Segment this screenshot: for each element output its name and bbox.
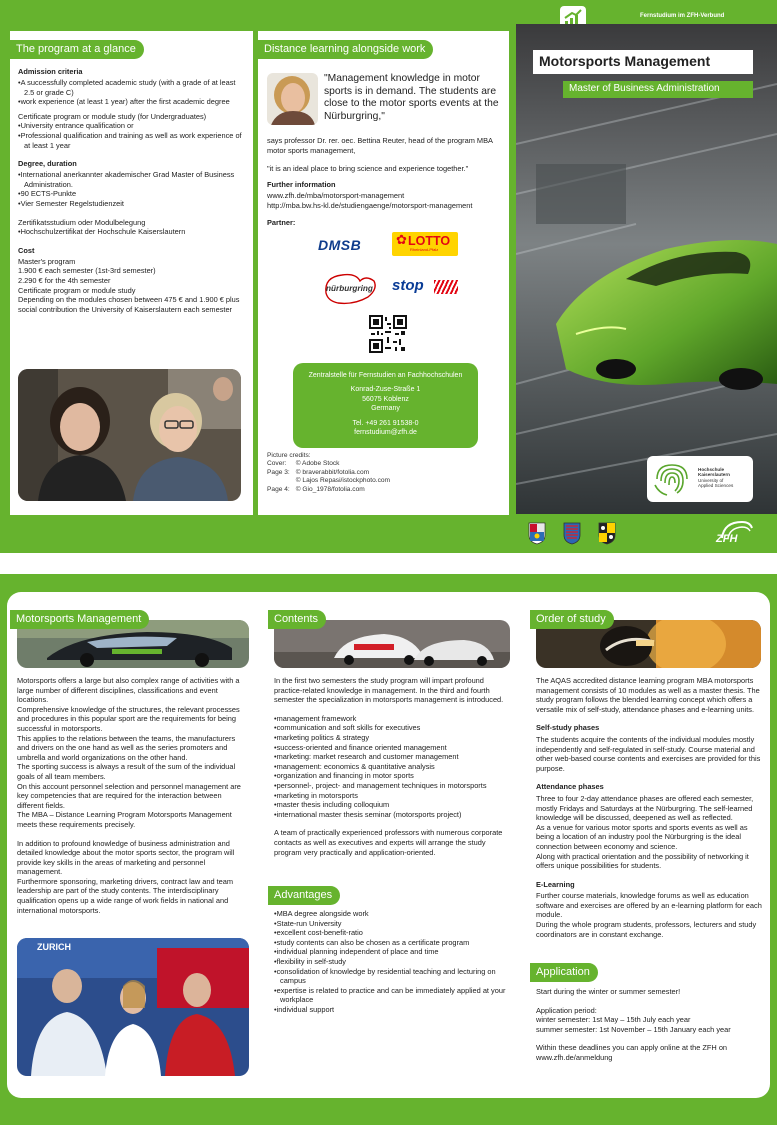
paragraph: Further course materials, knowledge forums as well as education software and exercises are offered by an e-learning platform for each module. bbox=[536, 891, 762, 920]
certificate-intro: Certificate program or module study (for Undergraduates) bbox=[18, 111, 207, 121]
paragraph: On this account personnel selection and personnel management are key competencies that are required for the interaction between different fields. bbox=[17, 781, 241, 810]
paragraph: As a venue for various motor sports and sports events as well as being a location of an industry pool the Nürburgring is the ideal connection between economy and science. bbox=[536, 822, 748, 851]
quote-second: "it is an ideal place to bring science and experience together." bbox=[267, 164, 469, 173]
list-item: • study contents can also be chosen as a certificate program bbox=[274, 938, 510, 948]
credit-label: Page 4: bbox=[267, 485, 290, 493]
contents-text bbox=[274, 676, 510, 857]
list-item: • marketing in motorsports bbox=[274, 791, 510, 801]
list-item: • personnel-, project- and management techniques in motorsports bbox=[274, 781, 510, 791]
link-hs[interactable]: http://mba.bw.hs-kl.de/studiengaenge/motorsport-management bbox=[267, 200, 473, 210]
zfh-email[interactable]: fernstudium@zfh.de bbox=[354, 429, 417, 437]
picture-credits bbox=[267, 452, 396, 494]
contents-heading: Contents bbox=[268, 610, 326, 629]
application-text bbox=[536, 987, 762, 1063]
contents-list bbox=[274, 714, 510, 820]
credit-value: © Gio_1978/fotolia.com bbox=[295, 485, 365, 493]
stop-text: stop bbox=[392, 277, 424, 294]
list-item: • management framework bbox=[274, 714, 510, 724]
zert-list bbox=[18, 227, 246, 237]
dmsb-logo: DMSB bbox=[318, 237, 362, 253]
table-row bbox=[267, 469, 396, 477]
list-item: • individual planning independent of place and time bbox=[274, 947, 510, 957]
further-info bbox=[267, 180, 507, 229]
cost-text bbox=[18, 257, 246, 315]
attendance-heading: Attendance phases bbox=[536, 782, 604, 792]
cost-heading: Cost bbox=[18, 245, 35, 255]
hs-logo-line: Applied Sciences bbox=[698, 483, 734, 489]
cost-line: 2.290 € for the 4th semester bbox=[18, 275, 111, 285]
list-item: • A successfully completed academic study (with a grade of at least 2.5 or grade C) bbox=[18, 78, 246, 97]
order-heading: Order of study bbox=[530, 610, 614, 629]
clover-icon: ✿ bbox=[396, 232, 407, 247]
paragraph: Motorsports offers a large but also complex range of activities with a large number of different disciplines, classifications and event locations. bbox=[17, 676, 240, 705]
hs-logo-line: University of bbox=[698, 477, 724, 483]
zfh-street: Konrad-Zuse-Straße 1 bbox=[350, 386, 421, 394]
saarland-crest-icon bbox=[597, 521, 617, 545]
paragraph: This applies to the relations between the teams, the manufacturers and drivers on the one hand as well as the series promoters and umbrella and world organizations on the other hand. bbox=[17, 733, 236, 762]
self-study-heading: Self-study phases bbox=[536, 723, 600, 733]
quote-attribution: says professor Dr. rer. oec. Bettina Reuter, head of the program MBA motor sports management, bbox=[267, 136, 493, 155]
application-start: Start during the winter or summer semester! bbox=[536, 987, 681, 996]
motorsports-heading: Motorsports Management bbox=[10, 610, 149, 629]
list-item: • International anerkannter akademischer Grad Master of Business Administration. bbox=[18, 170, 246, 189]
further-heading: Further information bbox=[267, 180, 336, 189]
lotto-logo bbox=[392, 232, 458, 256]
application-period-heading: Application period: bbox=[536, 1005, 597, 1015]
zurich-banner: ZURICH bbox=[37, 942, 71, 952]
credit-label bbox=[267, 477, 296, 485]
cover-title: Motorsports Management bbox=[539, 53, 711, 69]
list-item: • expertise is related to practice and can be immediately applied at your workplace bbox=[274, 986, 510, 1005]
hs-logo-text bbox=[698, 467, 733, 489]
list-item: • marketing politics & strategy bbox=[274, 733, 510, 743]
list-item: • individual support bbox=[274, 1005, 510, 1015]
link-mba[interactable]: www.zfh.de/mba/motorsport-management bbox=[267, 191, 405, 200]
list-item: • international master thesis seminar (motorsports project) bbox=[274, 810, 510, 820]
zert-intro: Zertifikatsstudium oder Modulbelegung bbox=[18, 217, 146, 227]
professor-portrait bbox=[267, 73, 318, 125]
paragraph: The MBA – Distance Learning Program Motorsports Management meets these requirements precisely. bbox=[17, 810, 232, 829]
paragraph: The sporting success is always a result of the sum of the individual goals of all team members. bbox=[17, 762, 236, 781]
admission-heading: Admission criteria bbox=[18, 67, 83, 76]
event-photo bbox=[17, 938, 249, 1076]
nurburgring-logo bbox=[320, 271, 380, 307]
contents-column bbox=[268, 600, 514, 1090]
list-item: • master thesis including colloquium bbox=[274, 800, 510, 810]
hs-logo-line: Kaiserslautern bbox=[698, 472, 730, 478]
cover-subtitle: Master of Business Administration bbox=[569, 83, 720, 94]
table-row bbox=[267, 477, 396, 485]
glance-heading: The program at a glance bbox=[10, 40, 144, 59]
list-item: • Hochschulzertifikat der Hochschule Kaiserslautern bbox=[18, 227, 246, 237]
students-photo bbox=[18, 369, 241, 501]
cover-subtitle-box bbox=[563, 81, 753, 98]
order-column bbox=[530, 600, 766, 1090]
credit-label: Page 3: bbox=[267, 468, 290, 476]
cost-line: 1.900 € each semester (1st-3rd semester) bbox=[18, 266, 156, 276]
table-row bbox=[267, 486, 396, 494]
paragraph: Furthermore sponsoring, marketing drivers, contract law and team leadership are part of the study contents. The interdisciplinary qualification opens up a wide range of work fields in national and international motorsports. bbox=[17, 876, 234, 915]
list-item: • State-run University bbox=[274, 919, 510, 929]
hessen-crest-icon bbox=[562, 521, 582, 545]
zfh-address-box bbox=[293, 363, 478, 448]
contents-intro: In the first two semesters the study program will impart profound practice-related knowledge in management. In the third and fourth semester the specialization in motorsports management is introduced. bbox=[274, 676, 504, 705]
motorsports-text bbox=[17, 676, 249, 915]
summer-period: summer semester: 1st November – 15th January each year bbox=[536, 1024, 731, 1034]
cover-title-box bbox=[533, 50, 753, 74]
credit-value: © Lajos Repasi/istockphoto.com bbox=[295, 477, 391, 485]
list-item: • University entrance qualification or bbox=[18, 121, 246, 131]
advantages-heading: Advantages bbox=[268, 886, 340, 905]
paragraph: Along with practical orientation and the possibility of networking it offers unique possibilities for students. bbox=[536, 851, 749, 871]
stop-stripes bbox=[434, 280, 458, 294]
list-item: • success-oriented and finance oriented management bbox=[274, 743, 510, 753]
zfh-name: Zentralstelle für Fernstudien an Fachhochschulen bbox=[308, 372, 463, 379]
admission-list bbox=[18, 78, 246, 107]
paragraph: The students acquire the contents of the individual modules mostly independently and self-regulated in self-study. Course material and other web-based course contents and exercises are provided for this purpose. bbox=[536, 734, 761, 773]
paragraph: Comprehensive knowledge of the structures, the relevant processes and procedures in this popular sport are the requirements for being successful in motorsports. bbox=[17, 704, 240, 733]
list-item: • excellent cost-benefit-ratio bbox=[274, 928, 510, 938]
degree-list bbox=[18, 170, 246, 208]
distance-heading: Distance learning alongside work bbox=[258, 40, 433, 59]
fingerprint-icon bbox=[651, 459, 693, 499]
zfh-logo-text: ZFH bbox=[716, 533, 738, 545]
hs-kl-logo bbox=[647, 456, 753, 502]
list-item: • marketing: market research and customer management bbox=[274, 752, 510, 762]
list-item: • communication and soft skills for executives bbox=[274, 723, 510, 733]
degree-heading: Degree, duration bbox=[18, 159, 77, 169]
elearning-heading: E-Learning bbox=[536, 879, 575, 889]
rlp-crest-icon bbox=[527, 521, 547, 545]
professor-quote: "Management knowledge in motor sports is in demand. The students are close to the motor sports events at the Nürburgring," bbox=[324, 73, 499, 122]
paragraph: Three to four 2-day attendance phases are offered each semester, mostly Fridays and Saturdays at the Nürburgring. The self-learned knowledge will be discussed, deepened as well as reflected. bbox=[536, 793, 754, 823]
table-row bbox=[267, 460, 396, 468]
list-item: • flexibility in self-study bbox=[274, 957, 510, 967]
motorsports-column bbox=[10, 600, 255, 1090]
lotto-subtext: Rheinland-Pfalz bbox=[410, 247, 439, 252]
partner-heading: Partner: bbox=[267, 218, 296, 228]
zfh-city: 56075 Koblenz bbox=[362, 395, 409, 403]
list-item: • MBA degree alongside work bbox=[274, 909, 510, 919]
zfh-phone: Tel. +49 261 91538-0 bbox=[352, 419, 419, 427]
list-item: • management: economics & quantitative analysis bbox=[274, 762, 510, 772]
credits-table bbox=[267, 460, 396, 494]
top-right-label: Fernstudium im ZFH-Verbund bbox=[640, 13, 725, 19]
order-text bbox=[536, 676, 762, 939]
winter-period: winter semester: 1st May – 15th July each year bbox=[536, 1015, 691, 1025]
paragraph: The AQAS accredited distance learning program MBA motorsports management consists of 10 modules as well as a master thesis. The study program follows the blended learning concept which offers a versatile mix of self-study, attendance phases and e-learning units. bbox=[536, 676, 760, 714]
list-item: • 90 ECTS-Punkte bbox=[18, 189, 246, 199]
glance-text bbox=[18, 67, 246, 314]
list-item: • Vier Semester Regelstudienzeit bbox=[18, 199, 246, 209]
distance-panel bbox=[258, 31, 509, 515]
list-item: • Professional qualification and training as well as work experience of at least 1 year bbox=[18, 131, 246, 150]
credit-value: © Adobe Stock bbox=[295, 460, 340, 468]
certificate-list bbox=[18, 121, 246, 150]
glance-panel bbox=[10, 31, 253, 515]
credit-value: © braverabbit/fotolia.com bbox=[295, 468, 370, 476]
credit-label: Cover: bbox=[267, 460, 287, 468]
apply-online-text: Within these deadlines you can apply online at the ZFH on www.zfh.de/anmeldung bbox=[536, 1043, 728, 1062]
nurburgring-text: nürburgring bbox=[326, 284, 373, 293]
paragraph: In addition to profound knowledge of business administration and detailed knowledge about the motor sports sector, the program will provide key skills in the areas of marketing and personnel management. bbox=[17, 838, 235, 877]
contents-outro: A team of practically experienced professors with numerous corporate contacts as well as executives and experts will arrange the study program very practically and application-oriented. bbox=[274, 828, 503, 857]
zfh-logo bbox=[714, 518, 754, 548]
advantages-list bbox=[274, 909, 510, 1015]
credits-heading: Picture credits: bbox=[267, 452, 311, 459]
lotto-text: LOTTO bbox=[408, 234, 451, 248]
list-item: • consolidation of knowledge by residential teaching and lecturing on campus bbox=[274, 967, 510, 986]
qr-code[interactable] bbox=[369, 315, 407, 353]
zfh-country: Germany bbox=[371, 405, 400, 413]
cost-line: Depending on the modules chosen between 475 € and 1.900 € plus social contribution the University of Kaiserslautern each semester bbox=[18, 295, 240, 314]
paragraph: During the whole program students, professors, lecturers and study coordinators are in constant exchange. bbox=[536, 920, 757, 939]
application-heading: Application bbox=[530, 963, 598, 982]
cost-line: Certificate program or module study bbox=[18, 285, 136, 295]
cost-line: Master's program bbox=[18, 256, 76, 266]
list-item: • work experience (at least 1 year) after the first academic degree bbox=[18, 97, 246, 107]
list-item: • organization and financing in motor sports bbox=[274, 771, 510, 781]
stop-logo bbox=[392, 277, 460, 299]
hs-logo-line: Hochschule bbox=[698, 467, 725, 472]
